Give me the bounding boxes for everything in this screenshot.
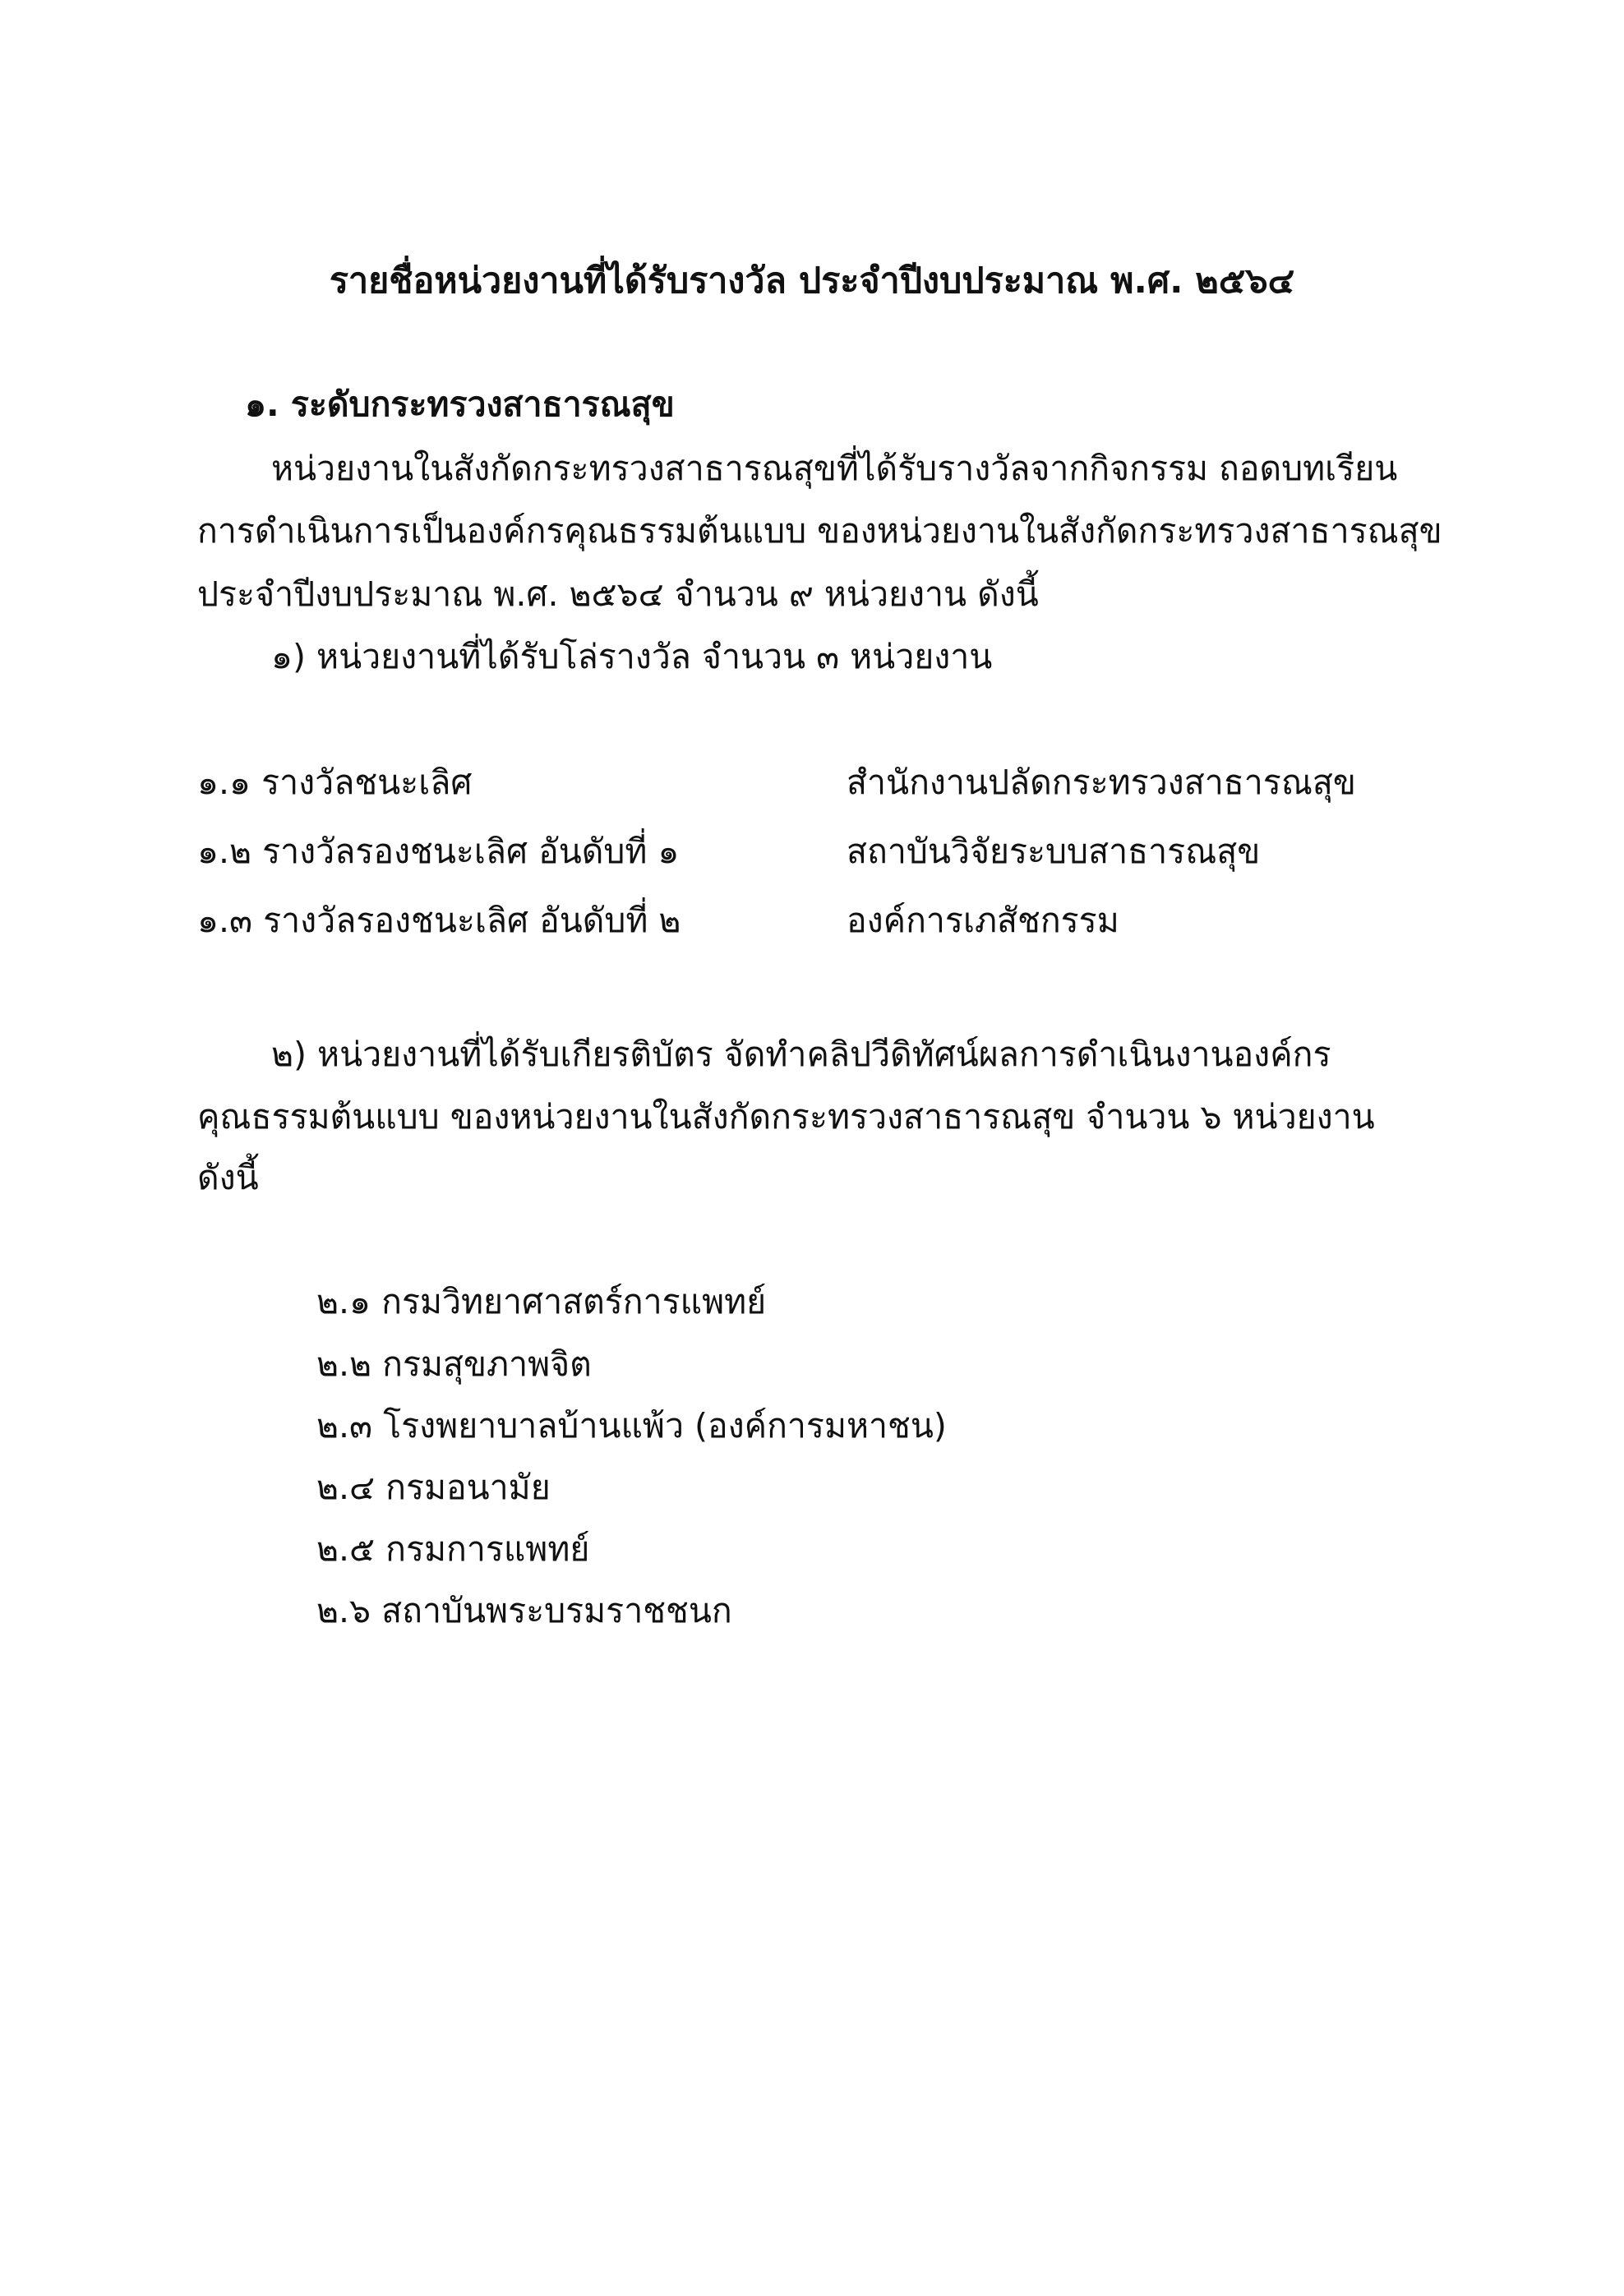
list-item: ๒.๒ กรมสุขภาพจิต [316, 1344, 592, 1384]
subsection-1-heading: ๑) หน่วยงานที่ได้รับโล่รางวัล จำนวน ๓ หน่วยงาน [271, 637, 993, 676]
list-item: ๒.๑ กรมวิทยาศาสตร์การแพทย์ [316, 1282, 767, 1321]
subsection-2-line-3: ดังนี้ [197, 1158, 259, 1197]
paragraph-line-3: ประจำปีงบประมาณ พ.ศ. ๒๕๖๔ จำนวน ๙ หน่วยงาน ดังนี้ [197, 574, 1039, 614]
award-label: ๑.๒ รางวัลรองชนะเลิศ อันดับที่ ๑ [197, 832, 680, 871]
award-agency: องค์การเภสัชกรรม [847, 901, 1119, 940]
list-item: ๒.๖ สถาบันพระบรมราชชนก [316, 1591, 732, 1630]
award-label: ๑.๓ รางวัลรองชนะเลิศ อันดับที่ ๒ [197, 901, 681, 940]
section-heading: ๑. ระดับกระทรวงสาธารณสุข [245, 385, 675, 424]
list-item: ๒.๓ โรงพยาบาลบ้านแพ้ว (องค์การมหาชน) [316, 1406, 947, 1445]
page-title: รายชื่อหน่วยงานที่ได้รับรางวัล ประจำปีงบประมาณ พ.ศ. ๒๕๖๔ [329, 260, 1295, 302]
award-label: ๑.๑ รางวัลชนะเลิศ [197, 763, 473, 802]
paragraph-line-1: หน่วยงานในสังกัดกระทรวงสาธารณสุขที่ได้รับรางวัลจากกิจกรรม ถอดบทเรียน [271, 449, 1398, 488]
subsection-2-line-2: คุณธรรมต้นแบบ ของหน่วยงานในสังกัดกระทรวงสาธารณสุข จำนวน ๖ หน่วยงาน [197, 1097, 1375, 1136]
list-item: ๒.๔ กรมอนามัย [316, 1468, 551, 1507]
award-agency: สถาบันวิจัยระบบสาธารณสุข [847, 832, 1261, 871]
list-item: ๒.๕ กรมการแพทย์ [316, 1529, 590, 1569]
award-agency: สำนักงานปลัดกระทรวงสาธารณสุข [847, 763, 1356, 802]
paragraph-line-2: การดำเนินการเป็นองค์กรคุณธรรมต้นแบบ ของหน่วยงานในสังกัดกระทรวงสาธารณสุข [197, 511, 1442, 551]
subsection-2-line-1: ๒) หน่วยงานที่ได้รับเกียรติบัตร จัดทำคลิปวีดิทัศน์ผลการดำเนินงานองค์กร [271, 1035, 1331, 1074]
